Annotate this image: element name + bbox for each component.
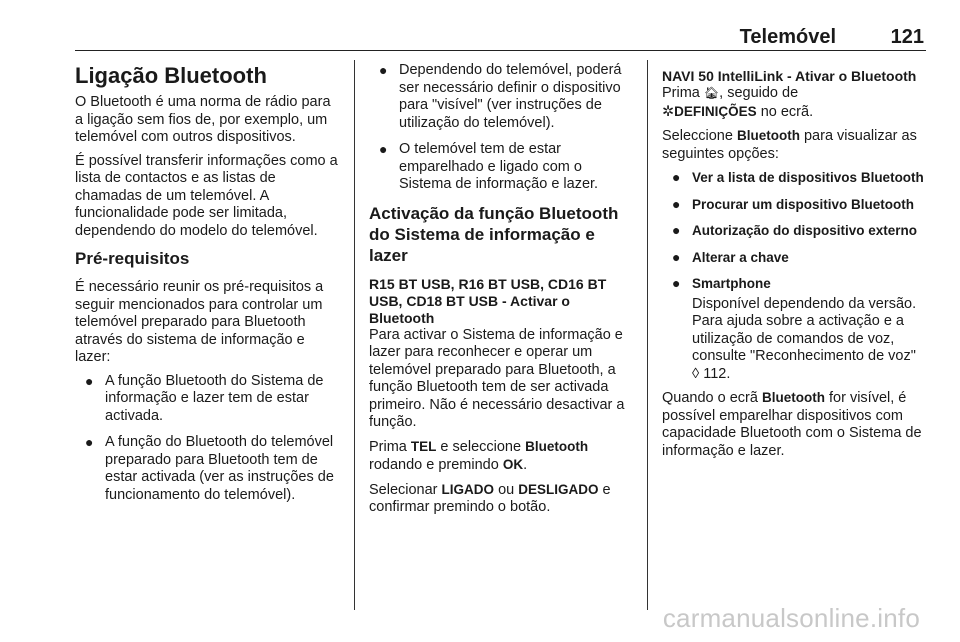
bullet-icon: ● (85, 434, 94, 450)
paragraph: Quando o ecrã Bluetooth for visível, é possível emparelhar dispositivos com capacidade Bluetooth com o Sistema de informação e lazer. (662, 390, 922, 459)
bullet-icon: ● (379, 141, 388, 157)
smartphone-description: Disponível dependendo da versão. Para ajuda sobre a activação e a utilização de comandos de voz, consulte "Reconhecimento de voz" ◊ 112. (692, 295, 917, 382)
paragraph: É possível transferir informações como a lista de contactos e as listas de chamadas de um telemóvel. A funcionalidade pode ser limitada, dependendo do modelo do telemóvel. (75, 152, 338, 239)
paragraph: É necessário reunir os pré-requisitos a seguir mencionados para controlar um telemóvel preparado para Bluetooth através do sistema de informação e lazer: (75, 279, 324, 365)
column-3 (662, 62, 926, 466)
heading-bluetooth-connection: Ligação Bluetooth (75, 63, 267, 88)
paragraph: Seleccione Bluetooth para visualizar as seguintes opções: (662, 128, 917, 162)
home-icon: 🏠︎ (703, 86, 720, 100)
gear-icon: ✲ (662, 103, 675, 120)
column-2 (369, 62, 634, 523)
bullet-icon: ● (672, 195, 681, 212)
watermark: carmanualsonline.info (662, 603, 920, 633)
column-divider (354, 60, 355, 610)
paragraph: Prima TEL e seleccione Bluetooth rodando e premindo OK. (369, 438, 589, 473)
bullet-icon: ● (672, 275, 681, 291)
heading-navi50: NAVI 50 IntelliLink - Ativar o Bluetooth (662, 68, 917, 84)
bullet-icon: ● (672, 248, 681, 265)
list-item: ● Ver a lista de dispositivos Bluetooth (672, 169, 924, 185)
paragraph: Para activar o Sistema de informação e lazer para reconhecer e operar um telemóvel preparado para Bluetooth, a função Bluetooth tem de ser activada primeiro. Não é necessário desactivar a função. (369, 326, 625, 430)
list-item: ● Alterar a chave (672, 248, 789, 265)
column-1 (75, 62, 340, 513)
section-title: Telemóvel (739, 26, 836, 48)
list-item: ● Procurar um dispositivo Bluetooth (672, 195, 915, 212)
column-divider (647, 60, 648, 610)
list-item: ● Dependendo do telemóvel, poderá ser necessário definir o dispositivo para "visível" (ver instruções de utilização do telemóvel). (379, 62, 622, 131)
page-header (75, 18, 926, 51)
list-item: ● O telemóvel tem de estar emparelhado e ligado com o Sistema de informação e lazer. (379, 141, 599, 192)
page-number: 121 (890, 26, 924, 48)
bullet-icon: ● (672, 169, 681, 185)
bullet-icon: ● (672, 222, 681, 238)
paragraph: Selecionar LIGADO ou DESLIGADO e confirmar premindo o botão. (369, 481, 611, 515)
bullet-icon: ● (379, 62, 388, 78)
page-reference-icon: ◊ (692, 365, 700, 382)
heading-activate-bluetooth: Activação da função Bluetooth do Sistema de informação e lazer (369, 203, 619, 265)
heading-models: R15 BT USB, R16 BT USB, CD16 BT USB, CD18 BT USB - Activar o Bluetooth (369, 275, 607, 326)
list-item: ● A função Bluetooth do Sistema de informação e lazer tem de estar activada. (85, 372, 324, 424)
heading-prerequisites: Pré-requisitos (75, 249, 190, 268)
page-reference[interactable]: 112. (703, 365, 731, 382)
paragraph: O Bluetooth é uma norma de rádio para a ligação sem fios de, por exemplo, um telemóvel com outros dispositivos. (75, 94, 331, 145)
list-item: ● Smartphone (672, 275, 771, 291)
list-item: ● A função do Bluetooth do telemóvel preparado para Bluetooth tem de estar activada (ver as instruções de funcionamento do telemóvel). (85, 434, 334, 503)
list-item: ● Autorização do dispositivo externo (672, 222, 918, 238)
paragraph: Prima 🏠︎, seguido de ✲DEFINIÇÕES no ecrã. (662, 85, 814, 120)
bullet-icon: ● (85, 372, 94, 389)
